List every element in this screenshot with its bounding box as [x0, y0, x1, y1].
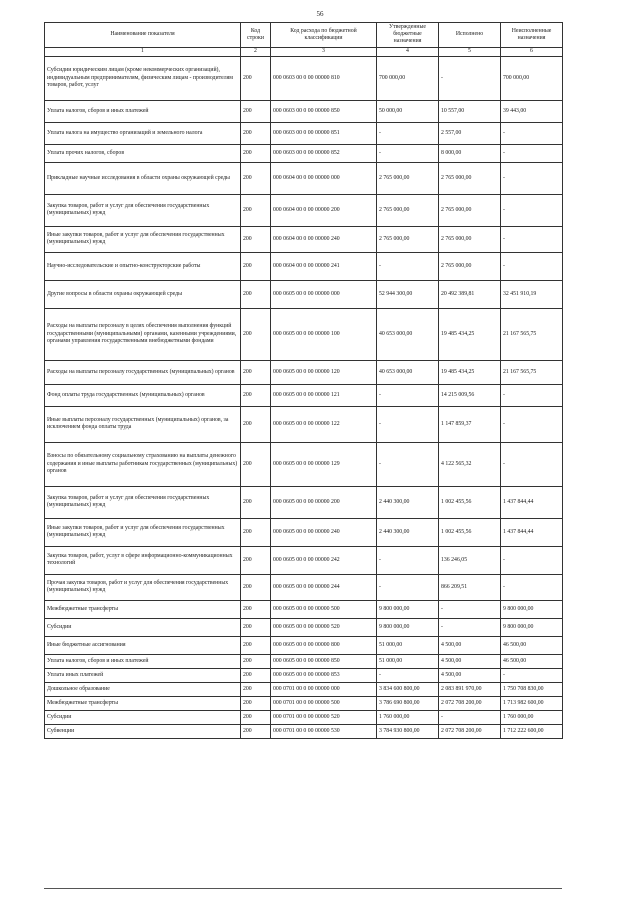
row-code: 200: [241, 486, 271, 518]
row-name: Другие вопросы в области охраны окружающей среды: [45, 280, 241, 308]
table-row: [45, 486, 563, 518]
row-classification: 000 0605 00 0 00 00000 129: [271, 442, 377, 486]
row-classification: 000 0604 00 0 00 00000 200: [271, 194, 377, 226]
row-unexecuted: 32 451 910,19: [501, 280, 563, 308]
table-row: [45, 252, 563, 280]
row-executed: 4 500,00: [439, 668, 501, 682]
row-approved: 700 000,00: [377, 56, 439, 100]
row-unexecuted: 46 500,00: [501, 636, 563, 654]
row-code: 200: [241, 618, 271, 636]
row-name: Фонд оплаты труда государственных (муниципальных) органов: [45, 384, 241, 406]
row-code: 200: [241, 682, 271, 696]
column-number: 1: [45, 47, 241, 56]
row-approved: 2 765 000,00: [377, 162, 439, 194]
row-classification: 000 0605 00 0 00 00000 850: [271, 654, 377, 668]
table-row: [45, 574, 563, 600]
row-name: Субсидии: [45, 618, 241, 636]
row-name: Иные выплаты персоналу государственных (муниципальных) органов, за исключением фонда оплаты труда: [45, 406, 241, 442]
table-row: [45, 100, 563, 122]
row-name: Закупка товаров, работ и услуг для обеспечения государственных (муниципальных) нужд: [45, 194, 241, 226]
row-approved: 2 440 300,00: [377, 486, 439, 518]
header-unexecuted: Неисполненные назначения: [501, 23, 563, 48]
table-row: [45, 442, 563, 486]
row-unexecuted: 1 437 844,44: [501, 518, 563, 546]
row-approved: 2 440 300,00: [377, 518, 439, 546]
row-approved: 9 800 000,00: [377, 618, 439, 636]
row-code: 200: [241, 384, 271, 406]
row-approved: -: [377, 252, 439, 280]
row-executed: 20 492 389,81: [439, 280, 501, 308]
header-name: Наименование показателя: [45, 23, 241, 48]
table-row: [45, 226, 563, 252]
table-row: [45, 724, 563, 738]
column-number: 5: [439, 47, 501, 56]
row-approved: 2 765 000,00: [377, 194, 439, 226]
table-row: [45, 696, 563, 710]
row-executed: 8 000,00: [439, 144, 501, 162]
row-name: Уплата налогов, сборов и иных платежей: [45, 100, 241, 122]
table-row: [45, 636, 563, 654]
row-executed: -: [439, 600, 501, 618]
row-classification: 000 0605 00 0 00 00000 000: [271, 280, 377, 308]
table-row: [45, 122, 563, 144]
table-row: [45, 654, 563, 668]
row-name: Закупка товаров, работ, услуг в сфере информационно-коммуникационных технологий: [45, 546, 241, 574]
row-approved: -: [377, 668, 439, 682]
row-classification: 000 0605 00 0 00 00000 200: [271, 486, 377, 518]
row-classification: 000 0701 00 0 00 00000 000: [271, 682, 377, 696]
table-row: [45, 144, 563, 162]
row-approved: -: [377, 574, 439, 600]
row-classification: 000 0605 00 0 00 00000 122: [271, 406, 377, 442]
row-code: 200: [241, 144, 271, 162]
row-classification: 000 0605 00 0 00 00000 853: [271, 668, 377, 682]
column-number: 3: [271, 47, 377, 56]
row-approved: -: [377, 406, 439, 442]
table-body: [45, 56, 563, 738]
table-row: [45, 162, 563, 194]
row-unexecuted: -: [501, 122, 563, 144]
row-name: Уплата прочих налогов, сборов: [45, 144, 241, 162]
row-code: 200: [241, 574, 271, 600]
row-code: 200: [241, 360, 271, 384]
row-code: 200: [241, 518, 271, 546]
row-unexecuted: 9 800 000,00: [501, 600, 563, 618]
row-executed: 136 246,05: [439, 546, 501, 574]
row-approved: 3 786 690 800,00: [377, 696, 439, 710]
row-code: 200: [241, 724, 271, 738]
table-row: [45, 668, 563, 682]
row-executed: 2 072 708 200,00: [439, 724, 501, 738]
row-code: 200: [241, 252, 271, 280]
row-name: Уплата налогов, сборов и иных платежей: [45, 654, 241, 668]
row-executed: 10 557,00: [439, 100, 501, 122]
row-unexecuted: 46 500,00: [501, 654, 563, 668]
row-classification: 000 0605 00 0 00 00000 244: [271, 574, 377, 600]
row-executed: 866 209,51: [439, 574, 501, 600]
table-row: [45, 384, 563, 406]
footer-divider: [44, 888, 562, 889]
page-number: 56: [316, 10, 324, 18]
row-name: Межбюджетные трансферты: [45, 600, 241, 618]
row-approved: -: [377, 442, 439, 486]
row-executed: 19 485 434,25: [439, 360, 501, 384]
row-unexecuted: 1 712 222 600,00: [501, 724, 563, 738]
row-executed: -: [439, 56, 501, 100]
row-unexecuted: -: [501, 144, 563, 162]
row-unexecuted: 1 713 982 600,00: [501, 696, 563, 710]
table-row: [45, 546, 563, 574]
row-unexecuted: -: [501, 574, 563, 600]
row-unexecuted: 21 167 565,75: [501, 360, 563, 384]
row-name: Прочая закупка товаров, работ и услуг для обеспечения государственных (муниципальных) нужд: [45, 574, 241, 600]
row-unexecuted: 1 750 708 830,00: [501, 682, 563, 696]
row-approved: -: [377, 144, 439, 162]
row-executed: 19 485 434,25: [439, 308, 501, 360]
header-approved: Утвержденные бюджетные назначения: [377, 23, 439, 48]
row-unexecuted: -: [501, 252, 563, 280]
row-classification: 000 0605 00 0 00 00000 800: [271, 636, 377, 654]
row-executed: 1 147 859,37: [439, 406, 501, 442]
row-classification: 000 0605 00 0 00 00000 100: [271, 308, 377, 360]
row-code: 200: [241, 654, 271, 668]
row-executed: 2 765 000,00: [439, 252, 501, 280]
row-unexecuted: -: [501, 384, 563, 406]
table-row: [45, 518, 563, 546]
row-classification: 000 0605 00 0 00 00000 121: [271, 384, 377, 406]
row-classification: 000 0605 00 0 00 00000 500: [271, 600, 377, 618]
row-executed: 2 765 000,00: [439, 162, 501, 194]
row-classification: 000 0604 00 0 00 00000 240: [271, 226, 377, 252]
row-code: 200: [241, 280, 271, 308]
column-number-row: [45, 47, 563, 56]
row-executed: 1 002 455,56: [439, 518, 501, 546]
column-number: 4: [377, 47, 439, 56]
row-code: 200: [241, 226, 271, 252]
row-executed: 2 765 000,00: [439, 194, 501, 226]
row-code: 200: [241, 600, 271, 618]
row-classification: 000 0603 00 0 00 00000 851: [271, 122, 377, 144]
table-row: [45, 600, 563, 618]
row-executed: 2 765 000,00: [439, 226, 501, 252]
table-row: [45, 194, 563, 226]
row-name: Межбюджетные трансферты: [45, 696, 241, 710]
row-approved: 51 000,00: [377, 636, 439, 654]
row-code: 200: [241, 308, 271, 360]
row-classification: 000 0603 00 0 00 00000 850: [271, 100, 377, 122]
row-approved: 3 784 930 800,00: [377, 724, 439, 738]
row-unexecuted: -: [501, 668, 563, 682]
row-name: Расходы на выплаты персоналу в целях обеспечения выполнения функций государственными (муниципальными) органами, казенными учреждениями, органами управления государственными внебюджетными фондами: [45, 308, 241, 360]
row-unexecuted: -: [501, 226, 563, 252]
row-name: Дошкольное образование: [45, 682, 241, 696]
table-row: [45, 308, 563, 360]
row-code: 200: [241, 636, 271, 654]
row-classification: 000 0605 00 0 00 00000 242: [271, 546, 377, 574]
row-classification: 000 0603 00 0 00 00000 810: [271, 56, 377, 100]
row-approved: -: [377, 122, 439, 144]
header-executed: Исполнено: [439, 23, 501, 48]
row-unexecuted: 1 760 000,00: [501, 710, 563, 724]
row-name: Взносы по обязательному социальному страхованию на выплаты денежного содержания и иные выплаты работникам государственных (муниципальных) органов: [45, 442, 241, 486]
budget-execution-table: [44, 22, 563, 739]
row-name: Прикладные научные исследования в области охраны окружающей среды: [45, 162, 241, 194]
row-code: 200: [241, 546, 271, 574]
row-code: 200: [241, 696, 271, 710]
row-unexecuted: -: [501, 194, 563, 226]
header-code: Код строки: [241, 23, 271, 48]
row-code: 200: [241, 122, 271, 144]
row-name: Иные закупки товаров, работ и услуг для обеспечения государственных (муниципальных) нужд: [45, 518, 241, 546]
table-row: [45, 682, 563, 696]
row-executed: 4 500,00: [439, 654, 501, 668]
table-row: [45, 618, 563, 636]
row-executed: -: [439, 710, 501, 724]
row-code: 200: [241, 100, 271, 122]
row-unexecuted: -: [501, 162, 563, 194]
row-name: Иные закупки товаров, работ и услуг для обеспечения государственных (муниципальных) нужд: [45, 226, 241, 252]
table-row: [45, 360, 563, 384]
row-classification: 000 0605 00 0 00 00000 520: [271, 618, 377, 636]
row-unexecuted: -: [501, 406, 563, 442]
table-row: [45, 56, 563, 100]
row-unexecuted: -: [501, 546, 563, 574]
row-approved: 1 760 000,00: [377, 710, 439, 724]
header-classification: Код расхода по бюджетной классификации: [271, 23, 377, 48]
row-approved: 40 653 000,00: [377, 308, 439, 360]
row-classification: 000 0701 00 0 00 00000 520: [271, 710, 377, 724]
row-code: 200: [241, 442, 271, 486]
row-approved: 9 800 000,00: [377, 600, 439, 618]
row-approved: -: [377, 384, 439, 406]
row-approved: 40 653 000,00: [377, 360, 439, 384]
row-classification: 000 0604 00 0 00 00000 241: [271, 252, 377, 280]
row-name: Закупка товаров, работ и услуг для обеспечения государственных (муниципальных) нужд: [45, 486, 241, 518]
row-executed: 2 557,00: [439, 122, 501, 144]
row-approved: 2 765 000,00: [377, 226, 439, 252]
row-executed: 14 215 009,56: [439, 384, 501, 406]
row-executed: 4 122 565,32: [439, 442, 501, 486]
row-executed: 1 002 455,56: [439, 486, 501, 518]
row-name: Расходы на выплаты персоналу государственных (муниципальных) органов: [45, 360, 241, 384]
row-approved: 51 000,00: [377, 654, 439, 668]
row-code: 200: [241, 194, 271, 226]
row-approved: 3 834 600 800,00: [377, 682, 439, 696]
row-code: 200: [241, 162, 271, 194]
row-unexecuted: -: [501, 442, 563, 486]
row-unexecuted: 1 437 844,44: [501, 486, 563, 518]
row-classification: 000 0605 00 0 00 00000 120: [271, 360, 377, 384]
table-row: [45, 280, 563, 308]
row-code: 200: [241, 710, 271, 724]
row-executed: -: [439, 618, 501, 636]
row-name: Субвенции: [45, 724, 241, 738]
row-executed: 4 500,00: [439, 636, 501, 654]
row-executed: 2 083 891 970,00: [439, 682, 501, 696]
row-classification: 000 0604 00 0 00 00000 000: [271, 162, 377, 194]
table-row: [45, 710, 563, 724]
row-unexecuted: 9 800 000,00: [501, 618, 563, 636]
row-approved: 50 000,00: [377, 100, 439, 122]
row-classification: 000 0603 00 0 00 00000 852: [271, 144, 377, 162]
row-name: Субсидии юридическим лицам (кроме некоммерческих организаций), индивидуальным предпринимателям, физическим лицам - производителям товаров, работ, услуг: [45, 56, 241, 100]
row-approved: 52 944 300,00: [377, 280, 439, 308]
row-unexecuted: 39 443,00: [501, 100, 563, 122]
row-executed: 2 072 708 200,00: [439, 696, 501, 710]
row-code: 200: [241, 406, 271, 442]
row-approved: -: [377, 546, 439, 574]
row-code: 200: [241, 668, 271, 682]
table-row: [45, 406, 563, 442]
table-header-row: [45, 23, 563, 48]
row-name: Иные бюджетные ассигнования: [45, 636, 241, 654]
column-number: 2: [241, 47, 271, 56]
row-name: Научно-исследовательские и опытно-конструкторские работы: [45, 252, 241, 280]
row-unexecuted: 21 167 565,75: [501, 308, 563, 360]
row-name: Уплата иных платежей: [45, 668, 241, 682]
row-classification: 000 0605 00 0 00 00000 240: [271, 518, 377, 546]
row-name: Субсидии: [45, 710, 241, 724]
row-unexecuted: 700 000,00: [501, 56, 563, 100]
row-classification: 000 0701 00 0 00 00000 500: [271, 696, 377, 710]
row-code: 200: [241, 56, 271, 100]
column-number: 6: [501, 47, 563, 56]
row-classification: 000 0701 00 0 00 00000 530: [271, 724, 377, 738]
row-name: Уплата налога на имущество организаций и земельного налога: [45, 122, 241, 144]
